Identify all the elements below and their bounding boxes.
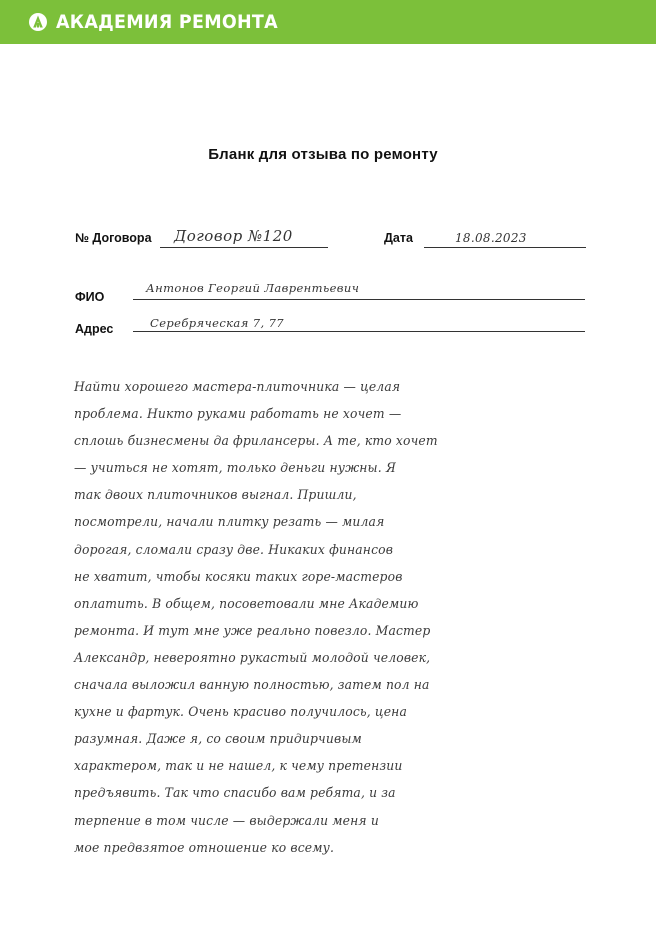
review-line: не хватит, чтобы косяки таких горе-мастеров	[74, 568, 403, 584]
contract-label: № Договора	[75, 231, 152, 245]
date-underline	[424, 247, 586, 248]
review-line: сначала выложил ванную полностью, затем пол на	[74, 677, 430, 693]
review-line: характером, так и не нашел, к чему претензии	[74, 758, 403, 774]
contract-value: Договор №120	[174, 227, 293, 245]
review-line: разумная. Даже я, со своим придирчивым	[74, 731, 362, 747]
brand-name: АКАДЕМИЯ РЕМОНТА	[56, 11, 278, 33]
name-value: Антонов Георгий Лаврентьевич	[146, 281, 360, 295]
review-text	[74, 373, 604, 861]
header-bar	[0, 0, 656, 44]
date-value: 18.08.2023	[455, 231, 527, 245]
review-line: — учиться не хотят, только деньги нужны. Я	[74, 460, 397, 476]
review-line: проблема. Никто руками работать не хочет —	[74, 406, 402, 422]
address-label: Адрес	[75, 322, 114, 336]
address-underline	[133, 331, 585, 332]
review-line: оплатить. В общем, посоветовали мне Академию	[74, 595, 419, 611]
address-value: Серебряческая 7, 77	[150, 316, 285, 330]
review-line: ремонта. И тут мне уже реально повезло. Мастер	[74, 622, 431, 638]
name-underline	[133, 299, 585, 300]
review-line: Найти хорошего мастера-плиточника — целая	[74, 379, 401, 394]
review-line: терпение в том числе — выдержали меня и	[74, 812, 379, 828]
academy-logo-icon	[28, 12, 48, 32]
name-label: ФИО	[75, 290, 105, 304]
review-line: Александр, невероятно рукастый молодой человек,	[74, 649, 431, 665]
contract-underline	[160, 247, 328, 248]
date-label: Дата	[384, 231, 413, 245]
form-title: Бланк для отзыва по ремонту	[208, 146, 438, 163]
review-line: дорогая, сломали сразу две. Никаких финансов	[74, 541, 394, 557]
review-line: посмотрели, начали плитку резать — милая	[74, 514, 385, 530]
review-line: мое предвзятое отношение ко всему.	[74, 839, 335, 855]
review-line: так двоих плиточников выгнал. Пришли,	[74, 487, 357, 503]
review-line: сплошь бизнесмены да фрилансеры. А те, кто хочет	[74, 433, 438, 449]
review-line: кухне и фартук. Очень красиво получилось, цена	[74, 704, 407, 720]
review-line: предъявить. Так что спасибо вам ребята, и за	[74, 785, 396, 801]
